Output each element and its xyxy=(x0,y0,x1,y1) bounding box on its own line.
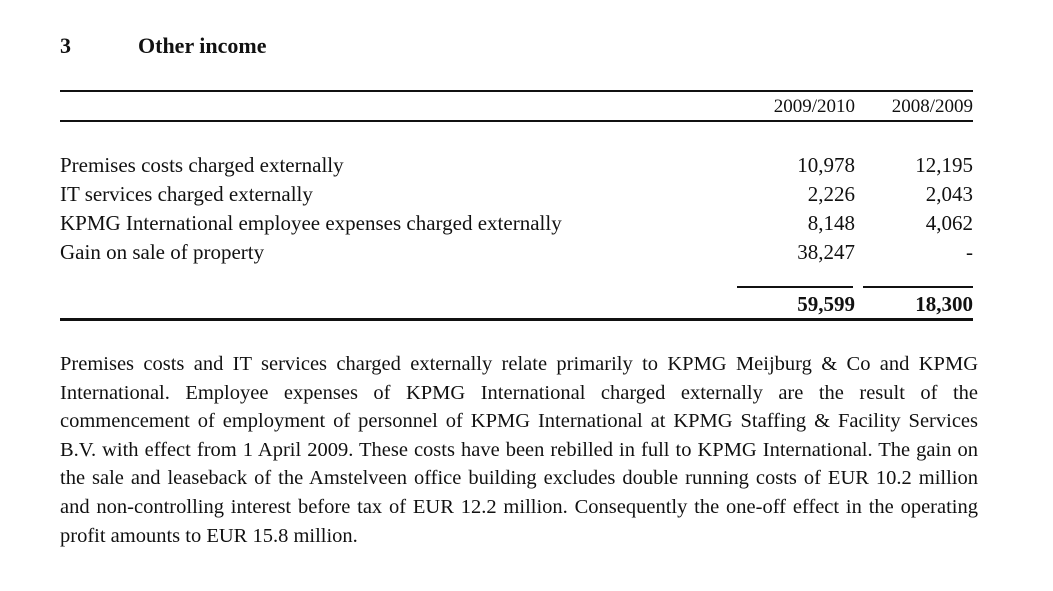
table-row xyxy=(60,240,975,268)
total-2008-2009: 18,300 xyxy=(915,292,973,316)
value-2008-2009: 2,043 xyxy=(925,182,973,206)
table-row xyxy=(60,153,975,181)
row-label: Premises costs charged externally xyxy=(60,153,344,177)
column-header-2008-2009: 2008/2009 xyxy=(891,96,973,117)
value-2009-2010: 10,978 xyxy=(797,153,855,177)
table-row xyxy=(60,182,975,210)
row-label: KPMG International employee expenses charged externally xyxy=(60,211,562,235)
section-heading xyxy=(60,33,267,59)
value-2008-2009: - xyxy=(966,240,973,264)
section-number: 3 xyxy=(60,33,71,58)
subtotal-rule-2008-2009 xyxy=(863,286,973,288)
subtotal-rule-2009-2010 xyxy=(737,286,853,288)
table-row xyxy=(60,211,975,239)
header-bottom-rule xyxy=(60,120,973,122)
value-2008-2009: 12,195 xyxy=(915,153,973,177)
value-2009-2010: 38,247 xyxy=(797,240,855,264)
explanatory-paragraph: Premises costs and IT services charged externally relate primarily to KPMG Meijburg & Co and KPMG International. Employee expenses of KPMG International charged externally are the result of the commencement of employment of personnel of KPMG International at KPMG Staffing & Facility Services B.V. with effect from 1 April 2009. These costs have been rebilled in full to KPMG International. The gain on the sale and leaseback of the Amstelveen office building excludes double running costs of EUR 10.2 million and non-controlling interest before tax of EUR 12.2 million. Consequently the one-off effect in the operating profit amounts to EUR 15.8 million. xyxy=(60,353,978,547)
table-top-rule xyxy=(60,90,973,92)
row-label: IT services charged externally xyxy=(60,182,313,206)
column-header-2009-2010: 2009/2010 xyxy=(773,96,855,117)
total-2009-2010: 59,599 xyxy=(797,292,855,316)
table-bottom-rule xyxy=(60,318,973,321)
section-title: Other income xyxy=(138,33,267,58)
value-2009-2010: 2,226 xyxy=(807,182,855,206)
row-label: Gain on sale of property xyxy=(60,240,265,264)
value-2008-2009: 4,062 xyxy=(925,211,973,235)
value-2009-2010: 8,148 xyxy=(807,211,855,235)
